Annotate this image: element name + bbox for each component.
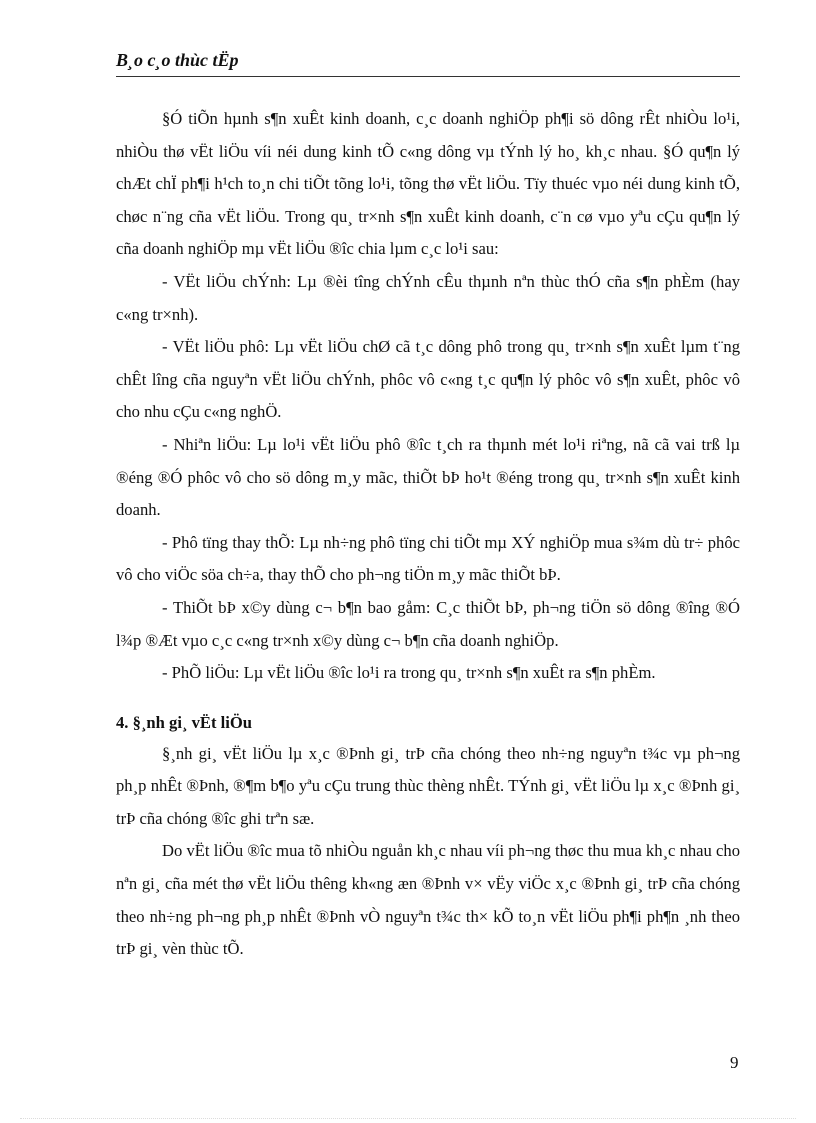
section-heading: 4. §¸nh gi¸ vËt liÖu: [116, 712, 252, 732]
running-header: B¸o c¸o thùc tËp: [116, 50, 740, 77]
intro-paragraph: §Ó tiÕn hµnh s¶n xuÊt kinh doanh, c¸c doanh nghiÖp ph¶i sö dông rÊt nhiÒu lo¹i, nhiÒu thø vËt liÖu víi néi dung kinh tÕ c«ng dông vµ tÝnh lý ho¸ kh¸c nhau. §Ó qu¶n lý chÆt chÏ ph¶i h¹ch to¸n chi tiÕt tõng lo¹i, tõng thø vËt liÖu. Tïy thuéc vµo néi dung kinh tÕ, chøc n¨ng cña vËt liÖu. Trong qu¸ tr×nh s¶n xuÊt kinh doanh, c¨n cø vµo yªu cÇu qu¶n lý cña doanh nghiÖp mµ vËt liÖu ®îc chia lµm c¸c lo¹i sau:: [116, 109, 740, 259]
list-item-scrap: - PhÕ liÖu: Lµ vËt liÖu ®îc lo¹i ra trong qu¸ tr×nh s¶n xuÊt ra s¶n phÈm.: [162, 663, 656, 683]
page-bottom-divider: [20, 1118, 796, 1119]
section-paragraph: §¸nh gi¸ vËt liÖu lµ x¸c ®Þnh gi¸ trÞ cña chóng theo nh÷ng nguyªn t¾c vµ ph¬ng ph¸p nhÊt ®Þnh, ®¶m b¶o yªu cÇu trung thùc thèng nhÊt. TÝnh gi¸ vËt liÖu lµ x¸c ®Þnh gi¸ trÞ cña chóng ®îc ghi trªn sæ.: [116, 743, 740, 828]
document-body: [116, 103, 740, 966]
list-item-auxiliary-materials: - VËt liÖu phô: Lµ vËt liÖu chØ cã t¸c dông phô trong qu¸ tr×nh s¶n xuÊt lµm t¨ng chÊt lîng cña nguyªn vËt liÖu chÝnh, phôc vô c«ng t¸c qu¶n lý phôc vô s¶n xuÊt, phôc vô cho nhu cÇu c«ng nghÖ.: [116, 337, 740, 422]
list-item-main-materials: - VËt liÖu chÝnh: Lµ ®èi tîng chÝnh cÊu thµnh nªn thùc thÓ cña s¶n phÈm (hay c«ng tr×nh).: [116, 271, 740, 324]
page-number: 9: [730, 1053, 739, 1072]
list-item-spare-parts: - Phô tïng thay thÕ: Lµ nh÷ng phô tïng chi tiÕt mµ XÝ nghiÖp mua s¾m dù tr÷ phôc vô cho viÖc söa ch÷a, thay thÕ cho ph¬ng tiÖn m¸y mãc thiÕt bÞ.: [116, 532, 740, 585]
list-item-construction-equipment: - ThiÕt bÞ x©y dùng c¬ b¶n bao gåm: C¸c thiÕt bÞ, ph¬ng tiÖn sö dông ®îng ®Ó l¾p ®Æt vµo c¸c c«ng tr×nh x©y dùng c¬ b¶n cña doanh nghiÖp.: [116, 597, 740, 650]
section-paragraph: Do vËt liÖu ®îc mua tõ nhiÒu nguån kh¸c nhau víi ph¬ng thøc thu mua kh¸c nhau cho nªn gi¸ cña mét thø vËt liÖu thêng kh«ng æn ®Þnh v× vËy viÖc x¸c ®Þnh gi¸ trÞ cña chóng theo nh÷ng ph¬ng ph¸p nhÊt ®Þnh vÒ nguyªn t¾c th× kÕ to¸n vËt liÖu ph¶i ph¶n ¸nh theo trÞ gi¸ vèn thùc tÕ.: [116, 841, 740, 959]
list-item-fuel: - Nhiªn liÖu: Lµ lo¹i vËt liÖu phô ®îc t¸ch ra thµnh mét lo¹i riªng, nã cã vai trß lµ ®éng ®Ó phôc vô cho sö dông m¸y mãc, thiÕt bÞ ho¹t ®éng trong qu¸ tr×nh s¶n xuÊt kinh doanh.: [116, 434, 740, 520]
